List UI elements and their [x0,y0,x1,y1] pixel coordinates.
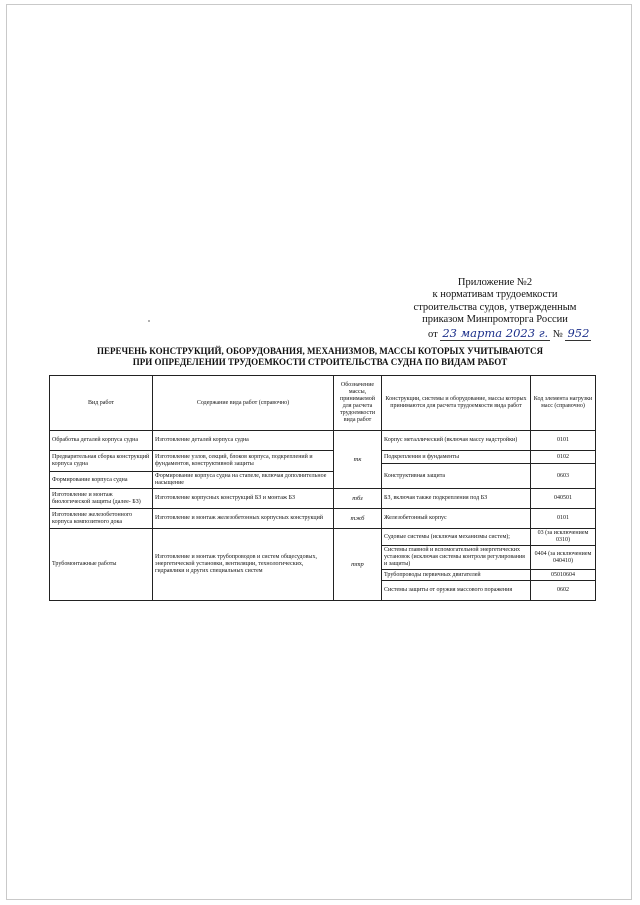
structure-cell: Железобетонный корпус [382,509,531,529]
header-work-type: Вид работ [50,376,153,431]
structure-cell: Системы защиты от оружия массового поражения [382,581,531,601]
structure-cell: Системы главной и вспомогательной энергетических установок (исключая системы контроля регулирования и защиты) [382,546,531,570]
structure-cell: Подкрепления и фундаменты [382,451,531,464]
code-cell: 0102 [531,451,596,464]
approval-line-4: приказом Минпромторга России [422,314,568,326]
structure-cell: Судовые системы (исключая механизмы систем); [382,529,531,546]
scan-speck [148,320,150,322]
header-mass-symbol: Обозначение массы, принимаемой для расчета трудоемкости вида работ [334,376,382,431]
header-structures: Конструкции, системы и оборудование, массы которых принимаются для расчета трудоемкости вида работ [382,376,531,431]
mass-symbol-bz: mбз [334,489,382,509]
work-type-cell: Формирование корпуса судна [50,472,153,489]
header-content: Содержание вида работ (справочно) [153,376,334,431]
table-header-row [50,376,596,431]
structure-cell: Трубопроводы первичных двигателей [382,570,531,581]
approval-line-3: строительства судов, утвержденным [413,301,577,313]
structure-cell: Конструктивная защита [382,464,531,489]
work-type-cell: Предварительная сборка конструкций корпуса судна [50,451,153,472]
handwritten-number: 952 [567,325,590,340]
content-cell: Изготовление деталей корпуса судна [153,431,334,451]
code-cell: 03 (за исключением 0310) [531,529,596,546]
content-cell: Изготовление узлов, секций, блоков корпуса, подкреплений и фундаментов, конструктивной защиты [153,451,334,472]
code-cell: 0101 [531,509,596,529]
approval-line-2: к нормативам трудоемкости [432,289,558,301]
title-line-2: ПРИ ОПРЕДЕЛЕНИИ ТРУДОЕМКОСТИ СТРОИТЕЛЬСТВА СУДНА ПО ВИДАМ РАБОТ [132,357,508,367]
title-line-1: ПЕРЕЧЕНЬ КОНСТРУКЦИЙ, ОБОРУДОВАНИЯ, МЕХАНИЗМОВ, МАССЫ КОТОРЫХ УЧИТЫВАЮТСЯ [96,346,544,356]
code-cell: 05010604 [531,570,596,581]
mass-symbol-rc: mжб [334,509,382,529]
code-cell: 0101 [531,431,596,451]
mass-symbol-hull: mк [334,431,382,489]
code-cell: 0603 [531,464,596,489]
content-cell: Формирование корпуса судна на стапеле, включая дополнительное насыщение [153,472,334,489]
from-label: от [428,328,438,340]
work-type-cell: Обработка деталей корпуса судна [50,431,153,451]
structure-cell: Корпус металлический (включая массу надстройки) [382,431,531,451]
work-type-cell: Изготовление и монтаж биологической защиты (далее- БЗ) [50,489,153,509]
table-row [50,431,596,451]
content-cell: Изготовление корпусных конструкций БЗ и монтаж БЗ [153,489,334,509]
number-label: № [552,328,563,340]
code-cell: 040501 [531,489,596,509]
handwritten-date: 23 марта 2023 г. [442,325,549,340]
approval-block [400,277,590,341]
code-cell: 0404 (за исключением 040410) [531,546,596,570]
table-row [50,489,596,509]
work-type-cell: Изготовление железобетонного корпуса композитного дока [50,509,153,529]
structure-cell: БЗ, включая также подкрепления под БЗ [382,489,531,509]
structures-table [49,375,596,601]
header-code: Код элемента нагрузки масс (справочно) [531,376,596,431]
approval-date-line [400,327,590,341]
table-row [50,509,596,529]
approval-line-1: Приложение №2 [457,277,533,288]
content-cell: Изготовление и монтаж трубопроводов и систем общесудовых, энергетической установки, вентиляции, технологических, гидравлики и других специальных систем [153,529,334,601]
document-title [60,346,580,368]
table-row [50,529,596,546]
content-cell: Изготовление и монтаж железобетонных корпусных конструкций [153,509,334,529]
table-row [50,451,596,464]
work-type-cell: Трубомонтажные работы [50,529,153,601]
mass-symbol-pipe: mтр [334,529,382,601]
code-cell: 0602 [531,581,596,601]
